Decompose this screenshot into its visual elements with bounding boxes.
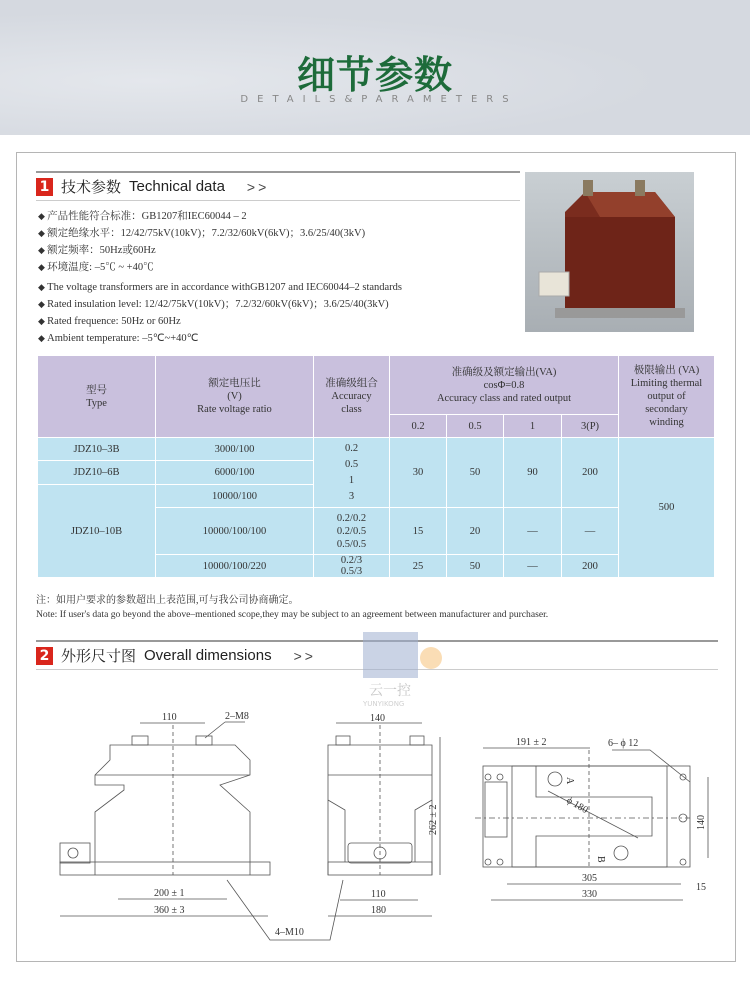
list-item: ◆ The voltage transformers are in accordance withGB1207 and IEC60044–2 standards <box>38 279 402 296</box>
list-item: ◆ 环境温度: –5℃ ~ +40℃ <box>38 259 365 276</box>
header-ratio: 额定电压比 (V) Rate voltage ratio <box>156 356 314 438</box>
cell-output: — <box>562 508 619 555</box>
cell-ratio: 6000/100 <box>156 461 314 485</box>
cell-accuracy: 0.2/3 0.5/3 <box>314 555 390 578</box>
dim-label: 262 ± 2 <box>428 804 439 835</box>
cell-limit: 500 <box>619 438 715 578</box>
dim-label: 140 <box>696 815 707 830</box>
section-number: 1 <box>36 178 53 196</box>
dim-label: 180 <box>371 905 386 916</box>
cell-output: 50 <box>447 555 504 578</box>
dim-label: B <box>595 856 606 863</box>
header-accuracy: 准确级组合 Accuracy class <box>314 356 390 438</box>
cell-output: 20 <box>447 508 504 555</box>
dim-label: 110 <box>371 889 386 900</box>
page-title: 细节参数 <box>296 53 453 97</box>
cell-accuracy: 0.2/0.2 0.2/0.5 0.5/0.5 <box>314 508 390 555</box>
cell-output: 200 <box>562 438 619 508</box>
list-item: ◆ 产品性能符合标准：GB1207和IEC60044 – 2 <box>38 208 365 225</box>
note-en: Note: If user's data go beyond the above–mentioned scope,they may be subject to an agreement between manufacturer and purchaser. <box>36 609 549 620</box>
dim-label: 360 ± 3 <box>154 905 185 916</box>
section-title-en: Technical data <box>129 178 225 195</box>
section-arrows: >> <box>293 647 316 664</box>
header-limit: 极限输出 (VA) Limiting thermal output of secondary winding <box>619 356 715 438</box>
cell-output: 200 <box>562 555 619 578</box>
dim-label: 6– ϕ 12 <box>608 738 639 749</box>
cell-ratio: 3000/100 <box>156 438 314 461</box>
subheader: 0.5 <box>447 415 504 438</box>
list-item: ◆ 额定频率：50Hz或60Hz <box>38 242 365 259</box>
list-item: ◆ Ambient temperature: –5℃~+40℃ <box>38 330 402 347</box>
note-cn: 注：如用户要求的参数超出上表范围,可与我公司协商确定。 <box>36 595 299 606</box>
watermark-text-cn: 云一控 <box>369 683 411 699</box>
subheader: 3(P) <box>562 415 619 438</box>
cell-ratio: 10000/100 <box>156 485 314 508</box>
dim-label: 305 <box>582 873 597 884</box>
section-title-en: Overall dimensions <box>144 647 272 664</box>
watermark-text-en: YUNYIKONG <box>363 700 405 708</box>
header-output: 准确级及额定输出(VA) cosΦ=0.8 Accuracy class and rated output <box>390 356 619 415</box>
cell-output: 90 <box>504 438 562 508</box>
section-number: 2 <box>36 647 53 665</box>
dim-label: 140 <box>370 713 385 724</box>
cell-output: 15 <box>390 508 447 555</box>
side-view-drawing <box>328 723 440 916</box>
cell-output: — <box>504 508 562 555</box>
list-item: ◆ Rated insulation level: 12/42/75kV(10kV)；7.2/32/60kV(6kV)；3.6/25/40(3kV) <box>38 296 402 313</box>
cell-ratio: 10000/100/220 <box>156 555 314 578</box>
dim-label: A <box>564 777 575 785</box>
subheader: 0.2 <box>390 415 447 438</box>
cell-output: 25 <box>390 555 447 578</box>
page-subtitle: DETAILS&PARAMETERS <box>240 94 518 105</box>
dim-label: 4–M10 <box>275 927 304 938</box>
dim-label: 2–M8 <box>225 711 249 722</box>
dim-label: 191 ± 2 <box>516 737 547 748</box>
list-item: ◆ 额定绝缘水平：12/42/75kV(10kV)；7.2/32/60kV(6kV)；3.6/25/40(3kV) <box>38 225 365 242</box>
section-arrows: >> <box>246 178 270 195</box>
cell-output: 30 <box>390 438 447 508</box>
section-title-cn: 外形尺寸图 <box>61 647 137 665</box>
header-type: 型号 Type <box>38 356 156 438</box>
dim-label: 110 <box>162 712 177 723</box>
subheader: 1 <box>504 415 562 438</box>
dim-label: 15 <box>696 882 706 893</box>
front-view-drawing <box>60 722 343 940</box>
cell-type: JDZ10–3B <box>38 438 156 461</box>
cell-accuracy: 0.2 0.5 1 3 <box>314 438 390 508</box>
cell-output: 50 <box>447 438 504 508</box>
cell-ratio: 10000/100/100 <box>156 508 314 555</box>
cell-type: JDZ10–10B <box>38 485 156 578</box>
dim-label: 200 ± 1 <box>154 888 185 899</box>
section-title-cn: 技术参数 <box>61 178 122 196</box>
list-item: ◆ Rated frequence: 50Hz or 60Hz <box>38 313 402 330</box>
cell-output: — <box>504 555 562 578</box>
dim-label: 330 <box>582 889 597 900</box>
cell-type: JDZ10–6B <box>38 461 156 485</box>
dim-label: ϕ 180 <box>564 795 590 816</box>
